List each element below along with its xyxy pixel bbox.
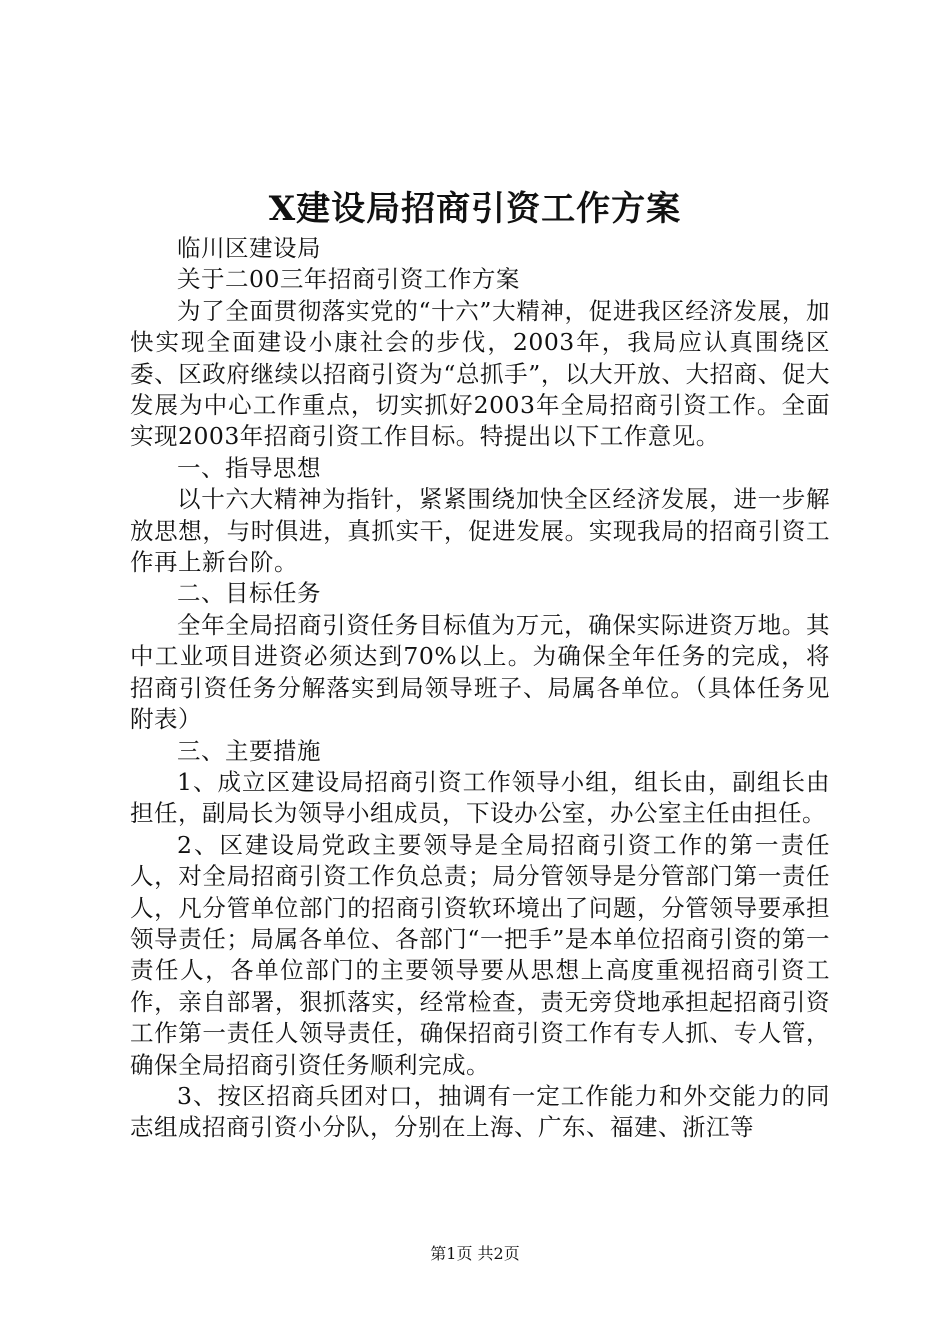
measure-3-paragraph: 3、按区招商兵团对口，抽调有一定工作能力和外交能力的同志组成招商引资小分队，分别在上海、广东、福建、浙江等 — [130, 1081, 830, 1142]
document-title: X建设局招商引资工作方案 — [268, 189, 682, 229]
intro-paragraph: 为了全面贯彻落实党的“十六”大精神，促进我区经济发展，加快实现全面建设小康社会的步伐，2003年，我局应认真围绕区委、区政府继续以招商引资为“总抓手”，以大开放、大招商、促大发展为中心工作重点，切实抓好2003年全局招商引资工作。全面实现2003年招商引资工作目标。特提出以下工作意见。 — [130, 296, 830, 451]
issuer-line: 临川区建设局 — [177, 234, 321, 262]
measure-1-paragraph: 1、成立区建设局招商引资工作领导小组，组长由，副组长由担任，副局长为领导小组成员，下设办公室，办公室主任由担任。 — [130, 767, 830, 828]
measure-2-paragraph: 2、区建设局党政主要领导是全局招商引资工作的第一责任人，对全局招商引资工作负总责；局分管领导是分管部门第一责任人，凡分管单位部门的招商引资软环境出了问题，分管领导要承担领导责任；局属各单位、各部门“一把手”是本单位招商引资的第一责任人，各单位部门的主要领导要从思想上高度重视招商引资工作，亲自部署，狠抓落实，经常检查，责无旁贷地承担起招商引资工作第一责任人领导责任，确保招商引资工作有专人抓、专人管，确保全局招商引资任务顺利完成。 — [130, 830, 830, 1079]
section-heading-goals: 二、目标任务 — [177, 579, 321, 608]
document-body — [130, 233, 830, 1144]
goals-paragraph: 全年全局招商引资任务目标值为万元，确保实际进资万地。其中工业项目进资必须达到70%以上。为确保全年任务的完成，将招商引资任务分解落实到局领导班子、局属各单位。（具体任务见附表） — [130, 610, 830, 734]
page-footer: 第1页 共2页 — [430, 1244, 520, 1263]
guiding-thought-paragraph: 以十六大精神为指针，紧紧围绕加快全区经济发展，进一步解放思想，与时俱进，真抓实干，促进发展。实现我局的招商引资工作再上新台阶。 — [130, 485, 830, 577]
subtitle-line: 关于二00三年招商引资工作方案 — [177, 265, 520, 294]
section-heading-guiding-thought: 一、指导思想 — [177, 453, 321, 482]
section-heading-measures: 三、主要措施 — [177, 736, 321, 765]
